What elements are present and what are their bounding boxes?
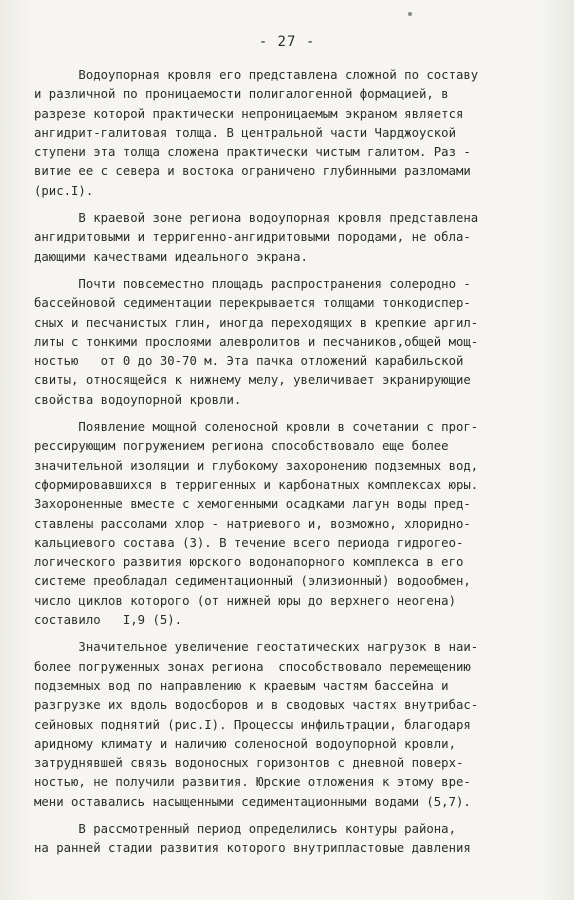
text-line: В рассмотренный период определились контуры района, [34,821,456,836]
text-line: ностью, не получили развития. Юрские отложения к этому вре- [34,775,471,790]
text-line: разрезе которой практически непроницаемым экраном является [34,106,464,121]
text-line: число циклов которого (от нижней юры до верхнего неогена) [34,593,456,608]
text-line: и различной по проницаемости полигалогенной формацией, в [34,87,449,102]
text-line: разгрузке их вдоль водосборов и в сводовых частях внутрибас- [34,698,479,713]
paragraph [34,66,546,201]
text-line: Почти повсеместно площадь распространения солеродно - [34,276,471,291]
text-line: значительной изоляции и глубокому захоронению подземных вод, [34,458,479,473]
paragraph [34,209,546,267]
text-line: кальциевого состава (3). В течение всего периода гидрогео- [34,535,464,550]
paragraph [34,418,546,630]
paragraph-gap [34,201,546,209]
text-line: Захороненные вместе с хемогенными осадками лагун воды пред- [34,497,471,512]
text-line: рессирующим погружением региона способствовало еще более [34,439,449,454]
text-line: В краевой зоне региона водоупорная кровля представлена [34,211,479,226]
text-line: аридному климату и наличию соленосной водоупорной кровли, [34,736,456,751]
paragraph-gap [34,630,546,638]
paragraph [34,638,546,812]
text-line: литы с тонкими прослоями алевролитов и песчаников,общей мощ- [34,334,479,349]
text-line: ставлены рассолами хлор - натриевого и, возможно, хлоридно- [34,516,471,531]
text-line: составило I,9 (5). [34,613,183,628]
text-line: логического развития юрского водонапорного комплекса в его [34,555,464,570]
paragraph-gap [34,812,546,820]
text-line: сформировавшихся в терригенных и карбонатных комплексах юры. [34,477,479,492]
paragraph-gap [34,267,546,275]
text-line: Водоупорная кровля его представлена сложной по составу [34,68,479,82]
text-line: витие ее с севера и востока ограничено глубинными разломами [34,164,471,179]
text-line: мени оставались насыщенными седиментационными водами (5,7). [34,794,471,809]
scan-speck [408,12,412,16]
text-line: свойства водоупорной кровли. [34,392,242,407]
text-line: ангидрит-галитовая толща. В центральной части Чарджоуской [34,125,456,140]
text-line: ступени эта толща сложена практически чистым галитом. Раз - [34,145,471,160]
paragraph-gap [34,410,546,418]
text-line: бассейновой седиментации перекрывается толщами тонкодиспер- [34,296,471,311]
paragraph [34,820,546,859]
text-line: подземных вод по направлению к краевым частям бассейна и [34,678,449,693]
text-line: ангидритовыми и терригенно-ангидритовыми породами, не обла- [34,230,471,245]
text-line: дающими качествами идеального экрана. [34,249,308,264]
text-line: Значительное увеличение геостатических нагрузок в наи- [34,640,479,655]
text-line: ностью от 0 до 30-70 м. Эта пачка отложений карабильской [34,354,464,369]
text-line: свиты, относящейся к нижнему мелу, увеличивает экранирующие [34,373,471,388]
text-line: системе преобладал седиментационный (элизионный) водообмен, [34,574,471,589]
text-line: сных и песчанистых глин, иногда переходящих в крепкие аргил- [34,315,479,330]
text-line: на ранней стадии развития которого внутрипластовые давления [34,841,471,856]
page-number: - 27 - [258,34,316,50]
text-line: Появление мощной соленосной кровли в сочетании с прог- [34,420,479,435]
body-text [34,66,546,859]
text-line: затруднявшей связь водоносных горизонтов с дневной поверх- [34,756,464,771]
text-line: (рис.I). [34,183,94,198]
text-line: сейновых поднятий (рис.I). Процессы инфильтрации, благодаря [34,717,471,732]
text-line: более погруженных зонах региона способствовало перемещению [34,659,471,674]
paragraph [34,275,546,410]
